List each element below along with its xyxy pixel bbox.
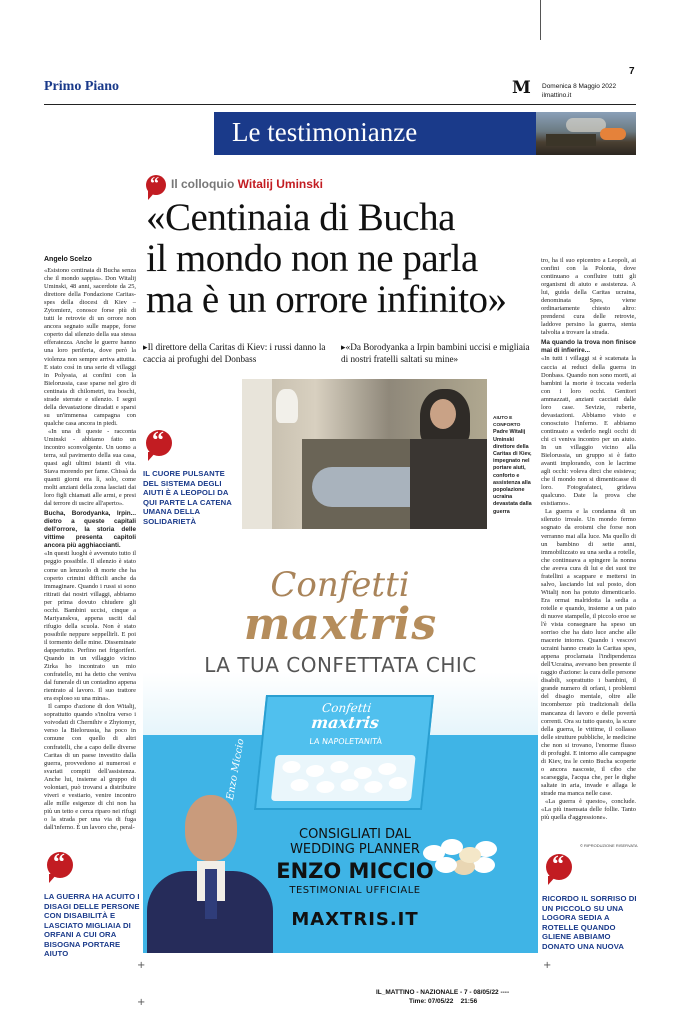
crop-line bbox=[540, 0, 541, 40]
testimonial-photo bbox=[143, 785, 273, 953]
ad-website[interactable]: MAXTRIS.IT bbox=[291, 909, 419, 930]
issue-date: Domenica 8 Maggio 2022 bbox=[542, 83, 617, 90]
ad-endorsement: CONSIGLIATI DAL WEDDING PLANNER bbox=[290, 827, 420, 857]
pull-quote-1: IL CUORE PULSANTE DEL SISTEMA DEGLI AIUTI È A LEOPOLI DA QUI PARTE LA CATENA UMANA DELLA SOLIDARIETÀ bbox=[143, 469, 232, 526]
article-column-3: tro, ha il suo epicentro a Leopoli, ai confini con la Polonia, dove continuano a confluire tutti gli organismi di aiuto e assistenza. A lui, guida della Caritas ucraina, denominata Spes, viene ordinariamente chiesto altro: prendersi cura delle retrovie, laddove persino la guerra, stenta talvolta a trovare la strada. Ma quando la trova non finisce mai di infierire... «In tutti i villaggi si è scatenata la caccia ai reduci della guerra in Donbass. Quando non sono morti, ai bambini la morte è toccata vederla con i loro occhi. Genitori ammazzati, anziani cacciati dalle loro case. Sevizie, ruberie, devastazioni. Abbiamo visto e conosciuto l'inferno. E abbiamo continuato a vederlo negli occhi di chi ci veniva incontro per un aiuto. In un villaggio vicino alla Bielorussia, un gruppo si è fatto avanti implorando, con le lacrime agli occhi: voleva dirci che esisteva; che il mondo non si dimenticasse di loro. Fotografateci, gridava qualcuno. Date la prova che esistiamo». La guerra e la condanna di un silenzio irreale. Un mondo fermo sognato da eroismi che forse non verranno mai alla luce. Ma quello di un bambino di sette anni, immobilizzato su una sedia a rotelle, che continuava a spingere la nonna che aveva cura di lui e dei suoi tre fratellini a scappare e mettersi in salvo, lasciando lui sul posto, don Witalij non ha potuto dimenticarlo. Era ormai malridotta la sedia a rotelle e quando, insieme a un paio di nuove stampelle, il piccolo eroe se l'è vista consegnare ha speso un sorriso che ha dato luce anche alle macerie intorno. Quando i vescovi ucraini hanno creato la Caritas spes, appena proclamata l'indipendenza dell'Ucraina, avevano ben presente il raggio d'azione: la cura delle persone disabili, soprattutto i bambini, il grande numero di orfani, i problemi del disagio mentale, oltre alle incombenze più tradizionali della mancanza di lavoro e delle povertà correnti. Ora su tutto questo, la scure della guerra, le vittime, il collasso delle strutture pubbliche, le medicine che non si trovano, l'enorme flusso di profughi. E intorno alle campagne di Kiev, tra le cento Bucha scoperte o ancora nascoste, il cibo che scarseggia, l'acqua che, per le dighe saltate in aria, invade e allaga le strade ma manca nelle case. «La guerra è questo», conclude. «La più insensata delle follie. Tanto più quella d'aggressione». bbox=[541, 257, 636, 822]
ad-script-title: Confetti bbox=[270, 565, 410, 605]
registration-mark: + bbox=[543, 960, 552, 971]
kicker: Il colloquio Witalij Uminski bbox=[171, 177, 323, 191]
ad-tagline: LA TUA CONFETTATA CHIC bbox=[204, 653, 477, 677]
print-time: Time: 07/05/22 21:56 bbox=[409, 998, 478, 1005]
column-subhead: Bucha, Borodyanka, Irpin... dietro a queste capitali dell'orrore, la storia delle vittime presenta capitoli ancora più agghiaccianti. bbox=[44, 510, 136, 550]
ad-planner-name: ENZO MICCIO bbox=[276, 859, 434, 883]
pull-quote-2: LA GUERRA HA ACUITO I DISAGI DELLE PERSONE CON DISABILITÀ E LASCIATO MIGLIAIA DI ORFANI A CUI ORA BISOGNA PORTARE AIUTO bbox=[44, 892, 140, 958]
product-box: Confetti maxtris LA NAPOLETANITÀ bbox=[254, 695, 434, 810]
ad-brand: maxtris bbox=[243, 599, 438, 650]
ad-signature: Enzo Miccio bbox=[225, 737, 247, 801]
section-label: Primo Piano bbox=[44, 79, 120, 94]
registration-mark: + bbox=[137, 960, 146, 971]
page-number: 7 bbox=[629, 66, 635, 77]
article-photo bbox=[242, 379, 487, 529]
column-subhead: Ma quando la trova non finisce mai di infierire... bbox=[541, 339, 636, 355]
quote-icon: “ bbox=[546, 854, 572, 880]
byline: Angelo Scelzo bbox=[44, 256, 92, 263]
registration-mark: + bbox=[137, 997, 146, 1008]
advertisement[interactable] bbox=[143, 555, 538, 953]
article-column-1: «Esistono centinaia di Bucha senza che il mondo sappia». Don Witalij Uminski, 48 anni, sacerdote da 25, direttore della Fondazione Caritas-spes della diocesi di Kiev – Zytomierz, conosce forse più di tutti le retrovie di un orrore non ancora segnato sulle mappe, forse coperto dal silenzio della sua stessa efferatezza. Anche le guerre hanno una loro periferia, dove però la violenza non sempre arriva attutita. E stato così in una serie di villaggi in Polyssia, ai confini con la Bielorussia, case sparse nel giro di centinaia di chilometri, tra boschi, strade sterrate e silenzio. I segni della devastazione diradati e sparsi su un'immensa campagna con qualche casa ancora in piedi. «In una di queste - racconta Uminski - abbiamo fatto un incontro sconvolgente. Un uomo a terra, sul pavimento della sua casa, quasi agli ultimi istanti di vita. Stava morendo per fame. Chissà da quanti giorni era lì, solo, come molti anziani della zona lasciati dai loro figli chiamati alle armi, e presi dal terrore di uscire all'aperto». Bucha, Borodyanka, Irpin... dietro a queste capitali dell'orrore, la storia delle vittime presenta capitoli ancora più agghiaccianti. «In questi luoghi è avvenuto tutto il peggio possibile. Il silenzio è stato come un lenzuolo di morte che ha coperto crimini difficili anche da immaginare. Quando i russi si sono ritirati dai nostri villaggi, abbiamo per prima dovuto chiudere gli occhi. Bambini uccisi, cinque a Mariyanskva, appena usciti dal rifugio della scuola. Non è stato possibile neppure seppellirli. E poi il tormento delle mine. Disseminate dappertutto. Perfino nei frigoriferi. Quando in un villaggio vicino Zirka ho incontrato un mio confratello, mi ha detto che veniva dal funerale di un contadino appena rientrato al lavoro. Il suo trattore era esploso su una mina». Il campo d'azione di don Witalij, soprattutto quando s'inoltra verso i voivodati di Chernihiv e Zhytomyr, verso la Bielorussia, ha poco in comune con quello di altri confratelli, che a capo delle diverse Caritas di un paese investito dalla guerra, provvedono ai numerosi e svariati compiti dell'assistenza. Anche lui, insieme al gruppo di volontari, può trovarsi a distribuire viveri e vestiario, venire incontro alle mille esigenze di chi non ha più un tetto e cerca riparo nei rifugi o la strada per una via di fuga dall'inferno. È un lavoro che, peral- bbox=[44, 267, 136, 831]
newspaper-logo: M bbox=[512, 78, 531, 98]
subhead-1: ▸Il direttore della Caritas di Kiev: i russi danno la caccia ai profughi del Donbass bbox=[143, 342, 326, 364]
header-rule bbox=[44, 104, 636, 105]
war-photo-thumbnail bbox=[536, 112, 636, 155]
print-slug: IL_MATTINO - NAZIONALE - 7 - 08/05/22 ---- bbox=[376, 989, 510, 996]
subhead-2: ▸«Da Borodyanka a Irpin bambini uccisi e migliaia di nostri fratelli saltati su mine» bbox=[341, 342, 530, 364]
quote-icon: “ bbox=[47, 852, 73, 878]
ad-testimonial: TESTIMONIAL UFFICIALE bbox=[289, 885, 421, 896]
copyright-note: © RIPRODUZIONE RISERVATA bbox=[580, 843, 638, 848]
headline: «Centinaia di Bucha il mondo non ne parla ma è un orrore infinito» bbox=[146, 196, 507, 321]
band-title: Le testimonianze bbox=[232, 117, 418, 147]
quote-icon: “ bbox=[146, 430, 172, 456]
pull-quote-3: RICORDO IL SORRISO DI UN PICCOLO SU UNA LOGORA SEDIA A ROTELLE QUANDO GLIENE ABBIAMO DONATO UNA NUOVA bbox=[542, 894, 637, 951]
site-url: ilmattino.it bbox=[542, 92, 572, 99]
photo-caption: AIUTO E CONFORTO Padre Witalij Uminski direttore della Caritas di Kiev, impegnato nel portare aiuti, conforto e assistenza alla popolazione ucraina devastata dalla guerra bbox=[493, 416, 532, 515]
quote-icon: “ bbox=[146, 175, 166, 195]
